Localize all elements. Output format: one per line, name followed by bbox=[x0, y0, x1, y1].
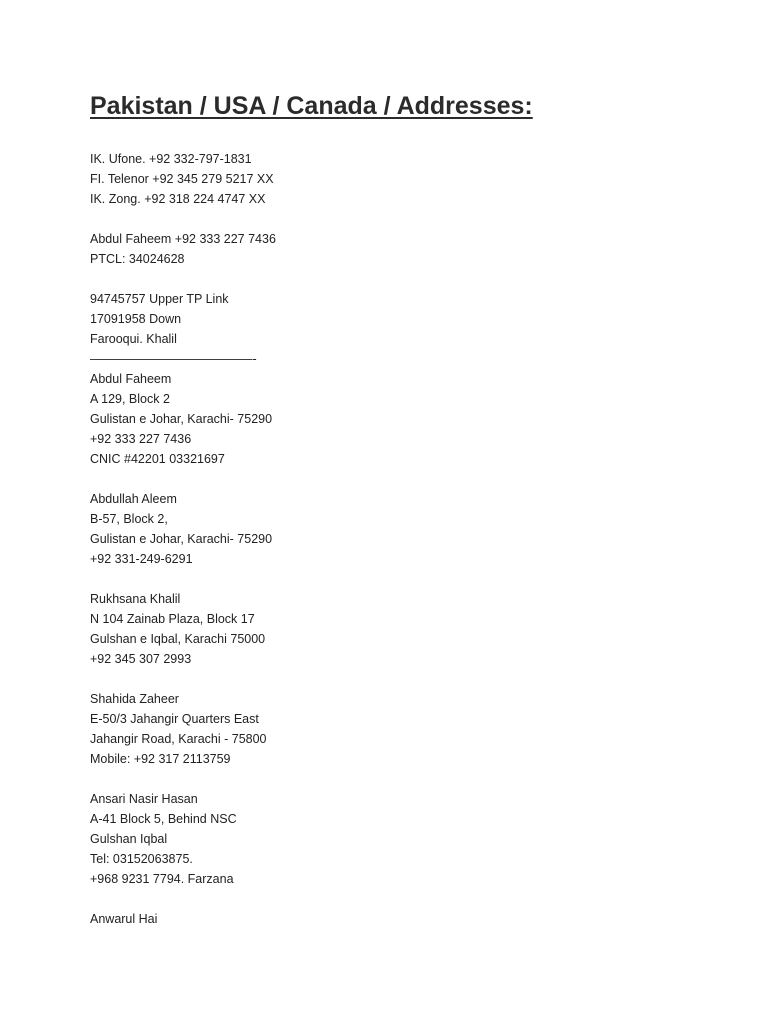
blank-line bbox=[90, 469, 690, 489]
text-line: Farooqui. Khalil bbox=[90, 332, 177, 346]
text-line: —————————————- bbox=[90, 352, 257, 366]
text-line: Shahida Zaheer bbox=[90, 692, 179, 706]
text-line: +968 9231 7794. Farzana bbox=[90, 872, 234, 886]
text-line: FI. Telenor +92 345 279 5217 XX bbox=[90, 172, 274, 186]
text-line: 94745757 Upper TP Link bbox=[90, 292, 229, 306]
document-title: Pakistan / USA / Canada / Addresses: bbox=[90, 92, 533, 120]
blank-line bbox=[90, 889, 690, 909]
blank-line bbox=[90, 269, 690, 289]
text-line: Mobile: +92 317 2113759 bbox=[90, 752, 231, 766]
text-line: N 104 Zainab Plaza, Block 17 bbox=[90, 612, 255, 626]
text-line: IK. Ufone. +92 332-797-1831 bbox=[90, 152, 252, 166]
text-line: Gulistan e Johar, Karachi- 75290 bbox=[90, 412, 273, 426]
text-line: IK. Zong. +92 318 224 4747 XX bbox=[90, 192, 266, 206]
text-line: Abdul Faheem bbox=[90, 372, 172, 386]
text-line: Abdullah Aleem bbox=[90, 492, 177, 506]
blank-line bbox=[90, 669, 690, 689]
text-line: E-50/3 Jahangir Quarters East bbox=[90, 712, 259, 726]
text-line: CNIC #42201 03321697 bbox=[90, 452, 225, 466]
text-line: Gulshan Iqbal bbox=[90, 832, 168, 846]
text-line: B-57, Block 2, bbox=[90, 512, 168, 526]
text-line: Gulshan e Iqbal, Karachi 75000 bbox=[90, 632, 266, 646]
text-line: Anwarul Hai bbox=[90, 912, 158, 926]
document-body bbox=[90, 149, 690, 929]
text-line: A-41 Block 5, Behind NSC bbox=[90, 812, 237, 826]
text-line: PTCL: 34024628 bbox=[90, 252, 185, 266]
text-line: Rukhsana Khalil bbox=[90, 592, 181, 606]
text-line: Gulistan e Johar, Karachi- 75290 bbox=[90, 532, 273, 546]
text-line: Jahangir Road, Karachi - 75800 bbox=[90, 732, 267, 746]
blank-line bbox=[90, 769, 690, 789]
blank-line bbox=[90, 209, 690, 229]
text-line: +92 333 227 7436 bbox=[90, 432, 192, 446]
text-line: +92 331-249-6291 bbox=[90, 552, 193, 566]
text-line: Abdul Faheem +92 333 227 7436 bbox=[90, 232, 276, 246]
text-line: Ansari Nasir Hasan bbox=[90, 792, 198, 806]
text-line: A 129, Block 2 bbox=[90, 392, 170, 406]
text-line: Tel: 03152063875. bbox=[90, 852, 193, 866]
text-line: 17091958 Down bbox=[90, 312, 182, 326]
text-line: +92 345 307 2993 bbox=[90, 652, 192, 666]
blank-line bbox=[90, 569, 690, 589]
